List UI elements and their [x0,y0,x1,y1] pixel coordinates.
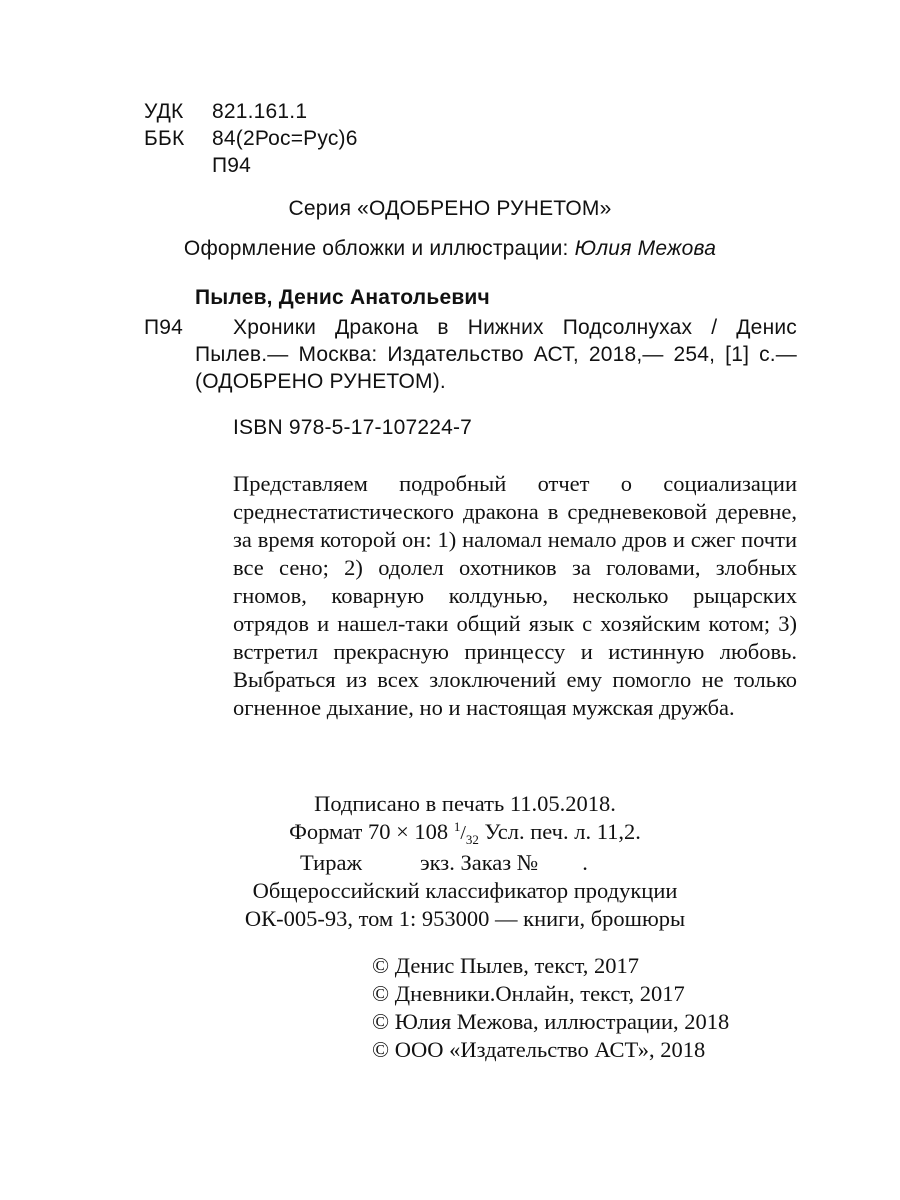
classifier-line-2: ОК-005-93, том 1: 953000 — книги, брошюры [244,906,686,931]
isbn: ISBN 978-5-17-107224-7 [233,416,473,439]
copyright-block [372,952,729,1064]
classifier-line-1: Общероссийский классификатор продукции [252,878,678,903]
udk-value: 821.161.1 [212,100,308,123]
print-details [150,790,780,933]
author-heading: Пылев, Денис Анатольевич [195,286,490,309]
circulation-line [150,849,780,877]
bbk-label: ББК [144,127,185,150]
bbk-value: 84(2Рос=Рус)6 [212,127,358,150]
annotation-text: Представляем подробный отчет о социализации среднестатистического дракона в средневековой деревне, за время которой он: 1) наломал немало дров и сжег почти все сено; 2) одолел охотников за головами, злобных гномов, коварную колдунью, несколько рыцарских отрядов и нашел-таки общий язык с хозяйским котом; 3) встретил прекрасную принцессу и истинную любовь. Выбраться из всех злоключений ему помогло не только огненное дыхание, но и настоящая мужская дружба. [233,471,797,720]
format-fraction-numerator: 1 [453,819,461,834]
format-fraction-denominator: 32 [465,832,479,847]
format-fraction-slash: / [460,822,466,844]
author-mark: П94 [212,154,252,177]
margin-author-mark: П94 [144,316,184,339]
format-prefix: Формат 70 × 108 [289,819,449,844]
circulation-label: Тираж [300,850,363,875]
cover-design-name: Юлия Межова [574,237,717,260]
format-suffix: Усл. печ. л. 11,2. [484,819,641,844]
series-line: Серия «ОДОБРЕНО РУНЕТОМ» [288,197,612,220]
bibliographic-description: Хроники Дракона в Нижних Подсолнухах / Денис Пылев.— Москва: Издательство АСТ, 2018,— 254, [1] с.— (ОДОБРЕНО РУНЕТОМ). [195,316,797,393]
format-line [150,818,780,849]
order-end-dot: . [582,850,588,875]
cover-design-credit [0,235,900,263]
cover-design-label: Оформление обложки и иллюстрации: [183,237,569,260]
udk-label: УДК [144,100,184,123]
copyright-line: © Юлия Межова, иллюстрации, 2018 [372,1009,730,1034]
format-fraction [453,819,479,847]
copyright-line: © Дневники.Онлайн, текст, 2017 [372,981,685,1006]
copyright-line: © Денис Пылев, текст, 2017 [372,953,640,978]
copies-order-label: экз. Заказ № [420,850,539,875]
signed-to-print: Подписано в печать 11.05.2018. [314,791,616,816]
copyright-line: © ООО «Издательство АСТ», 2018 [372,1037,706,1062]
